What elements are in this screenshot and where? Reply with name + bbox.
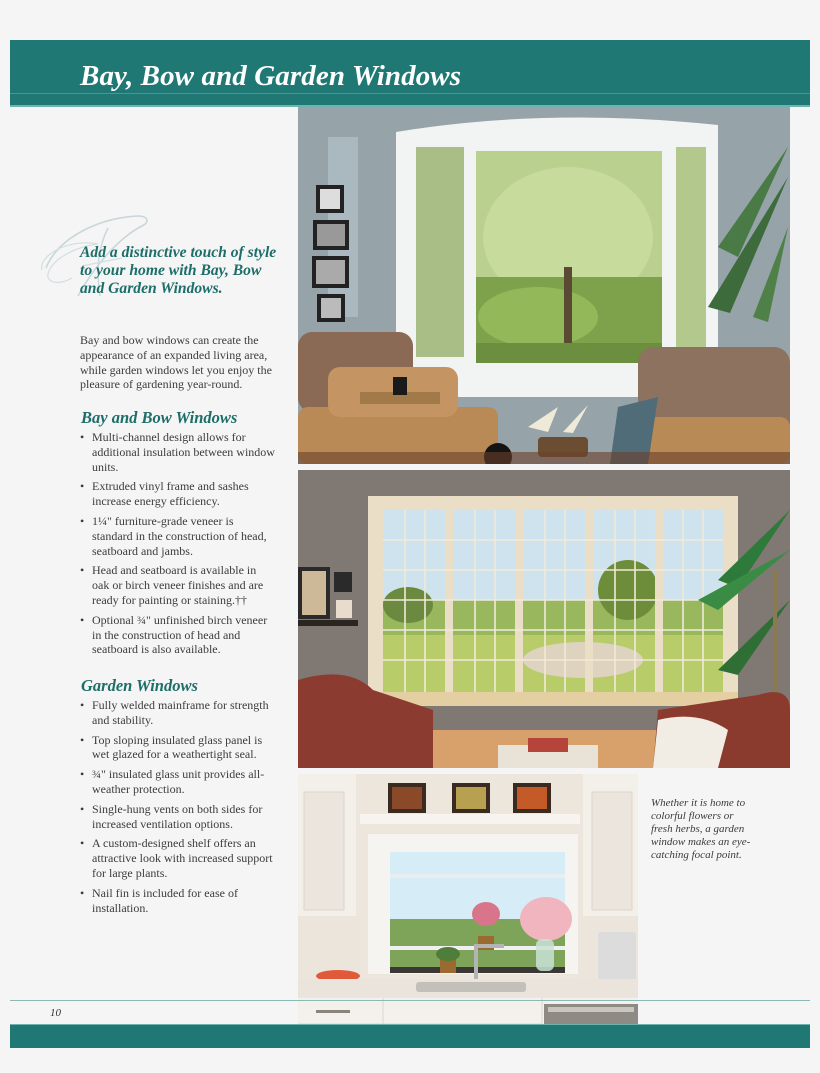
footer-band — [10, 1024, 810, 1048]
list-item: • 1¼" furniture-grade veneer is standard in the construction of head, seatboard and jambs. — [80, 514, 276, 558]
bow-window-living-room-photo — [298, 470, 790, 768]
bay-window-living-room-photo — [298, 107, 790, 464]
list-item: • Single-hung vents on both sides for increased ventilation options. — [80, 802, 276, 832]
list-item: • Top sloping insulated glass panel is wet glazed for a weathertight seal. — [80, 733, 276, 763]
header-band — [10, 40, 810, 107]
photo-caption: Whether it is home to colorful flowers or fresh herbs, a garden window makes an eye-catching focal point. — [651, 797, 751, 861]
section-title-bay-bow: Bay and Bow Windows — [81, 408, 238, 427]
footer-rule — [10, 1000, 810, 1001]
intro-paragraph: Bay and bow windows can create the appearance of an expanded living area, while garden windows let you enjoy the pleasure of gardening year-round. — [80, 333, 272, 392]
lead-statement: Add a distinctive touch of style to your home with Bay, Bow and Garden Windows. — [80, 244, 277, 297]
list-item: • ¾" insulated glass unit provides all-weather protection. — [80, 767, 276, 797]
garden-feature-list — [80, 698, 276, 920]
list-item: • Nail fin is included for ease of installation. — [80, 886, 276, 916]
list-item: • Extruded vinyl frame and sashes increase energy efficiency. — [80, 479, 276, 509]
header-rule — [10, 93, 810, 94]
garden-window-kitchen-photo — [298, 774, 638, 1048]
list-item: • Multi-channel design allows for additional insulation between window units. — [80, 430, 276, 474]
page-title: Bay, Bow and Garden Windows — [80, 60, 462, 92]
list-item: • Fully welded mainframe for strength and stability. — [80, 698, 276, 728]
list-item: • Head and seatboard is available in oak or birch veneer finishes and are ready for painting or staining.†† — [80, 563, 276, 607]
page-number: 10 — [50, 1007, 61, 1019]
bay-bow-feature-list — [80, 430, 276, 662]
section-title-garden: Garden Windows — [81, 676, 198, 695]
list-item: • A custom-designed shelf offers an attractive look with increased support for large plants. — [80, 836, 276, 880]
list-item: • Optional ¾" unfinished birch veneer in the construction of head and seatboard is also available. — [80, 613, 276, 657]
